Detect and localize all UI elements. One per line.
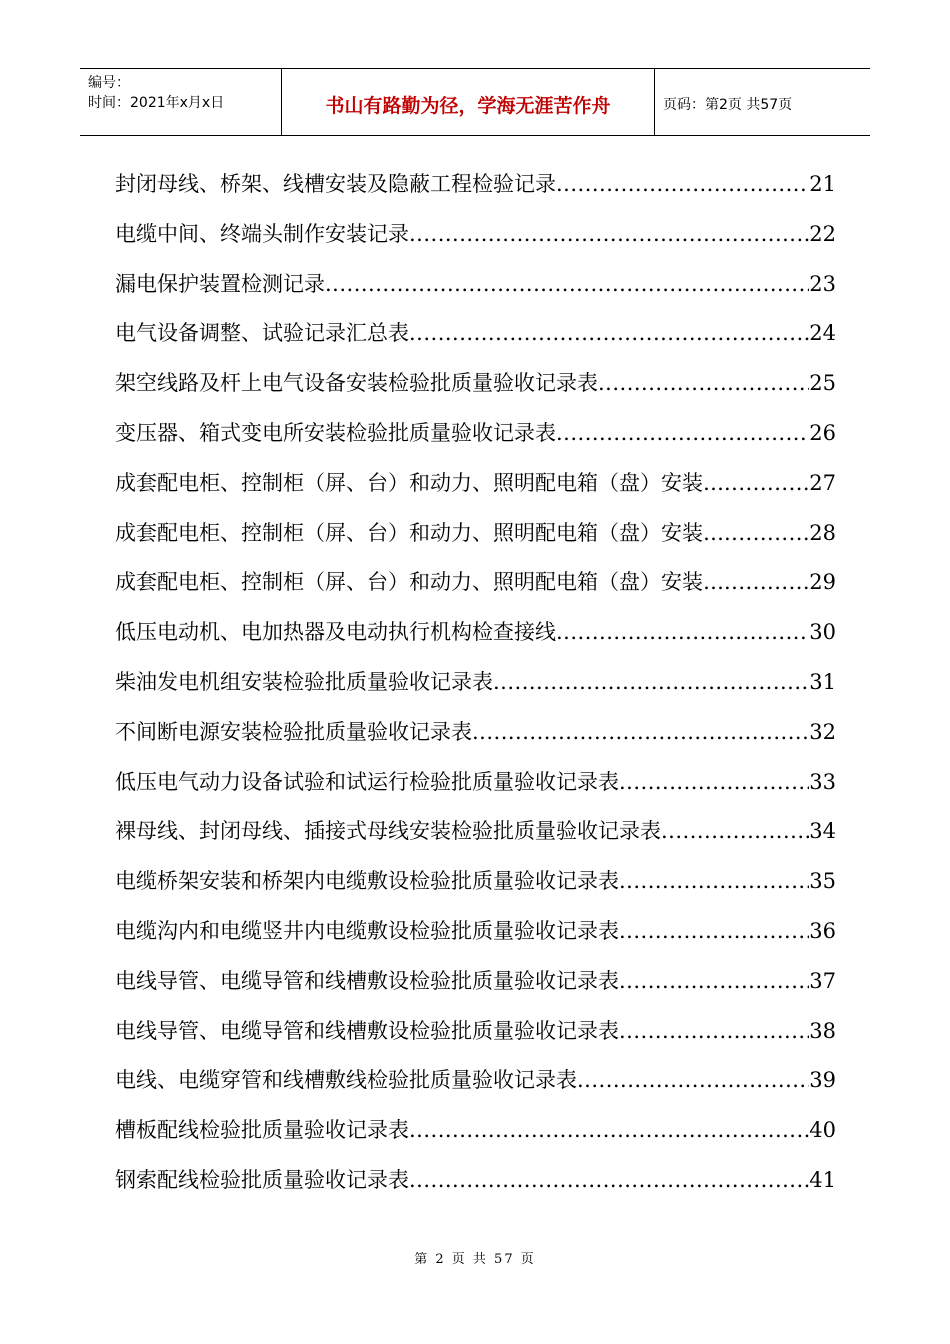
toc-entry[interactable] [115, 417, 836, 467]
toc-entry[interactable] [115, 965, 836, 1015]
toc-entry[interactable] [115, 766, 836, 816]
toc-entry-title: 电线导管、电缆导管和线槽敷设检验批质量验收记录表 [115, 1018, 619, 1043]
serial-number-label: 编号： [88, 75, 130, 91]
toc-entry-page: 36 [809, 918, 836, 943]
toc-entry-title: 成套配电柜、控制柜（屏、台）和动力、照明配电箱（盘）安装… [115, 570, 724, 595]
toc-entry-page: 27 [809, 470, 836, 495]
page-header [80, 68, 870, 136]
toc-entry-page: 38 [809, 1018, 836, 1043]
toc-entry-title: 电缆桥架安装和桥架内电缆敷设检验批质量验收记录表 [115, 869, 619, 894]
table-of-contents [115, 168, 836, 1214]
toc-entry[interactable] [115, 1015, 836, 1065]
toc-entry-page: 25 [809, 371, 836, 396]
toc-entry-page: 22 [809, 221, 836, 246]
toc-entry-title: 槽板配线检验批质量验收记录表 [115, 1118, 409, 1143]
time-label: 时间：2021年x月x日 [88, 95, 225, 111]
toc-entry-page: 28 [809, 520, 836, 545]
toc-entry[interactable] [115, 367, 836, 417]
toc-entry[interactable] [115, 915, 836, 965]
toc-entry[interactable] [115, 467, 836, 517]
toc-entry-page: 30 [809, 620, 836, 645]
toc-entry-title: 漏电保护装置检测记录 [115, 271, 325, 296]
toc-dot-leader [409, 1118, 809, 1142]
toc-entry-title: 成套配电柜、控制柜（屏、台）和动力、照明配电箱（盘）安装… [115, 470, 724, 495]
toc-entry-page: 33 [809, 769, 836, 794]
toc-dot-leader [556, 172, 809, 196]
toc-entry-page: 40 [809, 1118, 836, 1143]
toc-entry-page: 32 [809, 719, 836, 744]
toc-entry[interactable] [115, 1164, 836, 1214]
toc-entry-title: 低压电气动力设备试验和试运行检验批质量验收记录表 [115, 769, 619, 794]
toc-dot-leader [472, 720, 809, 744]
toc-entry-page: 35 [809, 869, 836, 894]
toc-dot-leader [409, 321, 809, 345]
toc-dot-leader [619, 1019, 809, 1043]
toc-entry-title: 成套配电柜、控制柜（屏、台）和动力、照明配电箱（盘）安装… [115, 520, 724, 545]
toc-dot-leader [598, 371, 809, 395]
header-motto: 书山有路勤为径，学海无涯苦作舟 [282, 69, 655, 135]
toc-dot-leader [661, 819, 809, 843]
toc-entry[interactable] [115, 666, 836, 716]
toc-dot-leader [409, 1168, 809, 1192]
toc-entry[interactable] [115, 1114, 836, 1164]
toc-dot-leader [619, 869, 809, 893]
page-footer: 第 2 页 共 57 页 [414, 1252, 536, 1267]
toc-entry[interactable] [115, 317, 836, 367]
toc-entry-page: 34 [809, 819, 836, 844]
toc-entry-page: 21 [809, 172, 836, 196]
toc-entry[interactable] [115, 1064, 836, 1114]
toc-dot-leader [409, 222, 809, 246]
toc-entry[interactable] [115, 168, 836, 218]
toc-dot-leader [577, 1068, 809, 1092]
toc-entry-title: 电线、电缆穿管和线槽敷线检验批质量验收记录表 [115, 1068, 577, 1093]
toc-entry-page: 37 [809, 968, 836, 993]
toc-dot-leader [619, 969, 809, 993]
toc-entry-title: 低压电动机、电加热器及电动执行机构检查接线 [115, 620, 556, 645]
toc-entry[interactable] [115, 815, 836, 865]
toc-entry-page: 29 [809, 570, 836, 595]
toc-entry-page: 39 [809, 1068, 836, 1093]
toc-entry-title: 封闭母线、桥架、线槽安装及隐蔽工程检验记录 [115, 172, 556, 196]
toc-entry-title: 架空线路及杆上电气设备安装检验批质量验收记录表 [115, 371, 598, 396]
toc-dot-leader [556, 421, 809, 445]
toc-entry[interactable] [115, 218, 836, 268]
toc-dot-leader [325, 272, 809, 296]
toc-entry-title: 电线导管、电缆导管和线槽敷设检验批质量验收记录表 [115, 968, 619, 993]
toc-entry[interactable] [115, 566, 836, 616]
toc-entry-title: 不间断电源安装检验批质量验收记录表 [115, 719, 472, 744]
toc-entry-page: 23 [809, 271, 836, 296]
toc-entry[interactable] [115, 865, 836, 915]
toc-entry-page: 41 [809, 1167, 836, 1192]
toc-dot-leader [619, 770, 809, 794]
toc-entry[interactable] [115, 268, 836, 318]
header-page-info: 页码：第2页 共57页 [663, 97, 793, 113]
toc-dot-leader [619, 919, 809, 943]
header-meta [80, 69, 282, 135]
toc-entry[interactable] [115, 517, 836, 567]
toc-dot-leader [724, 521, 809, 545]
toc-dot-leader [724, 471, 809, 495]
toc-entry[interactable] [115, 616, 836, 666]
toc-entry-page: 24 [809, 321, 836, 346]
toc-dot-leader [556, 620, 809, 644]
toc-dot-leader [493, 670, 809, 694]
toc-entry-title: 钢索配线检验批质量验收记录表 [115, 1167, 409, 1192]
toc-entry-title: 裸母线、封闭母线、插接式母线安装检验批质量验收记录表 [115, 819, 661, 844]
toc-entry-title: 电缆沟内和电缆竖井内电缆敷设检验批质量验收记录表 [115, 918, 619, 943]
toc-entry-page: 26 [809, 420, 836, 445]
toc-entry-title: 柴油发电机组安装检验批质量验收记录表 [115, 669, 493, 694]
toc-dot-leader [724, 570, 809, 594]
toc-entry-page: 31 [809, 669, 836, 694]
toc-entry-title: 电气设备调整、试验记录汇总表 [115, 321, 409, 346]
toc-entry-title: 变压器、箱式变电所安装检验批质量验收记录表 [115, 420, 556, 445]
toc-entry-title: 电缆中间、终端头制作安装记录 [115, 221, 409, 246]
toc-entry[interactable] [115, 716, 836, 766]
